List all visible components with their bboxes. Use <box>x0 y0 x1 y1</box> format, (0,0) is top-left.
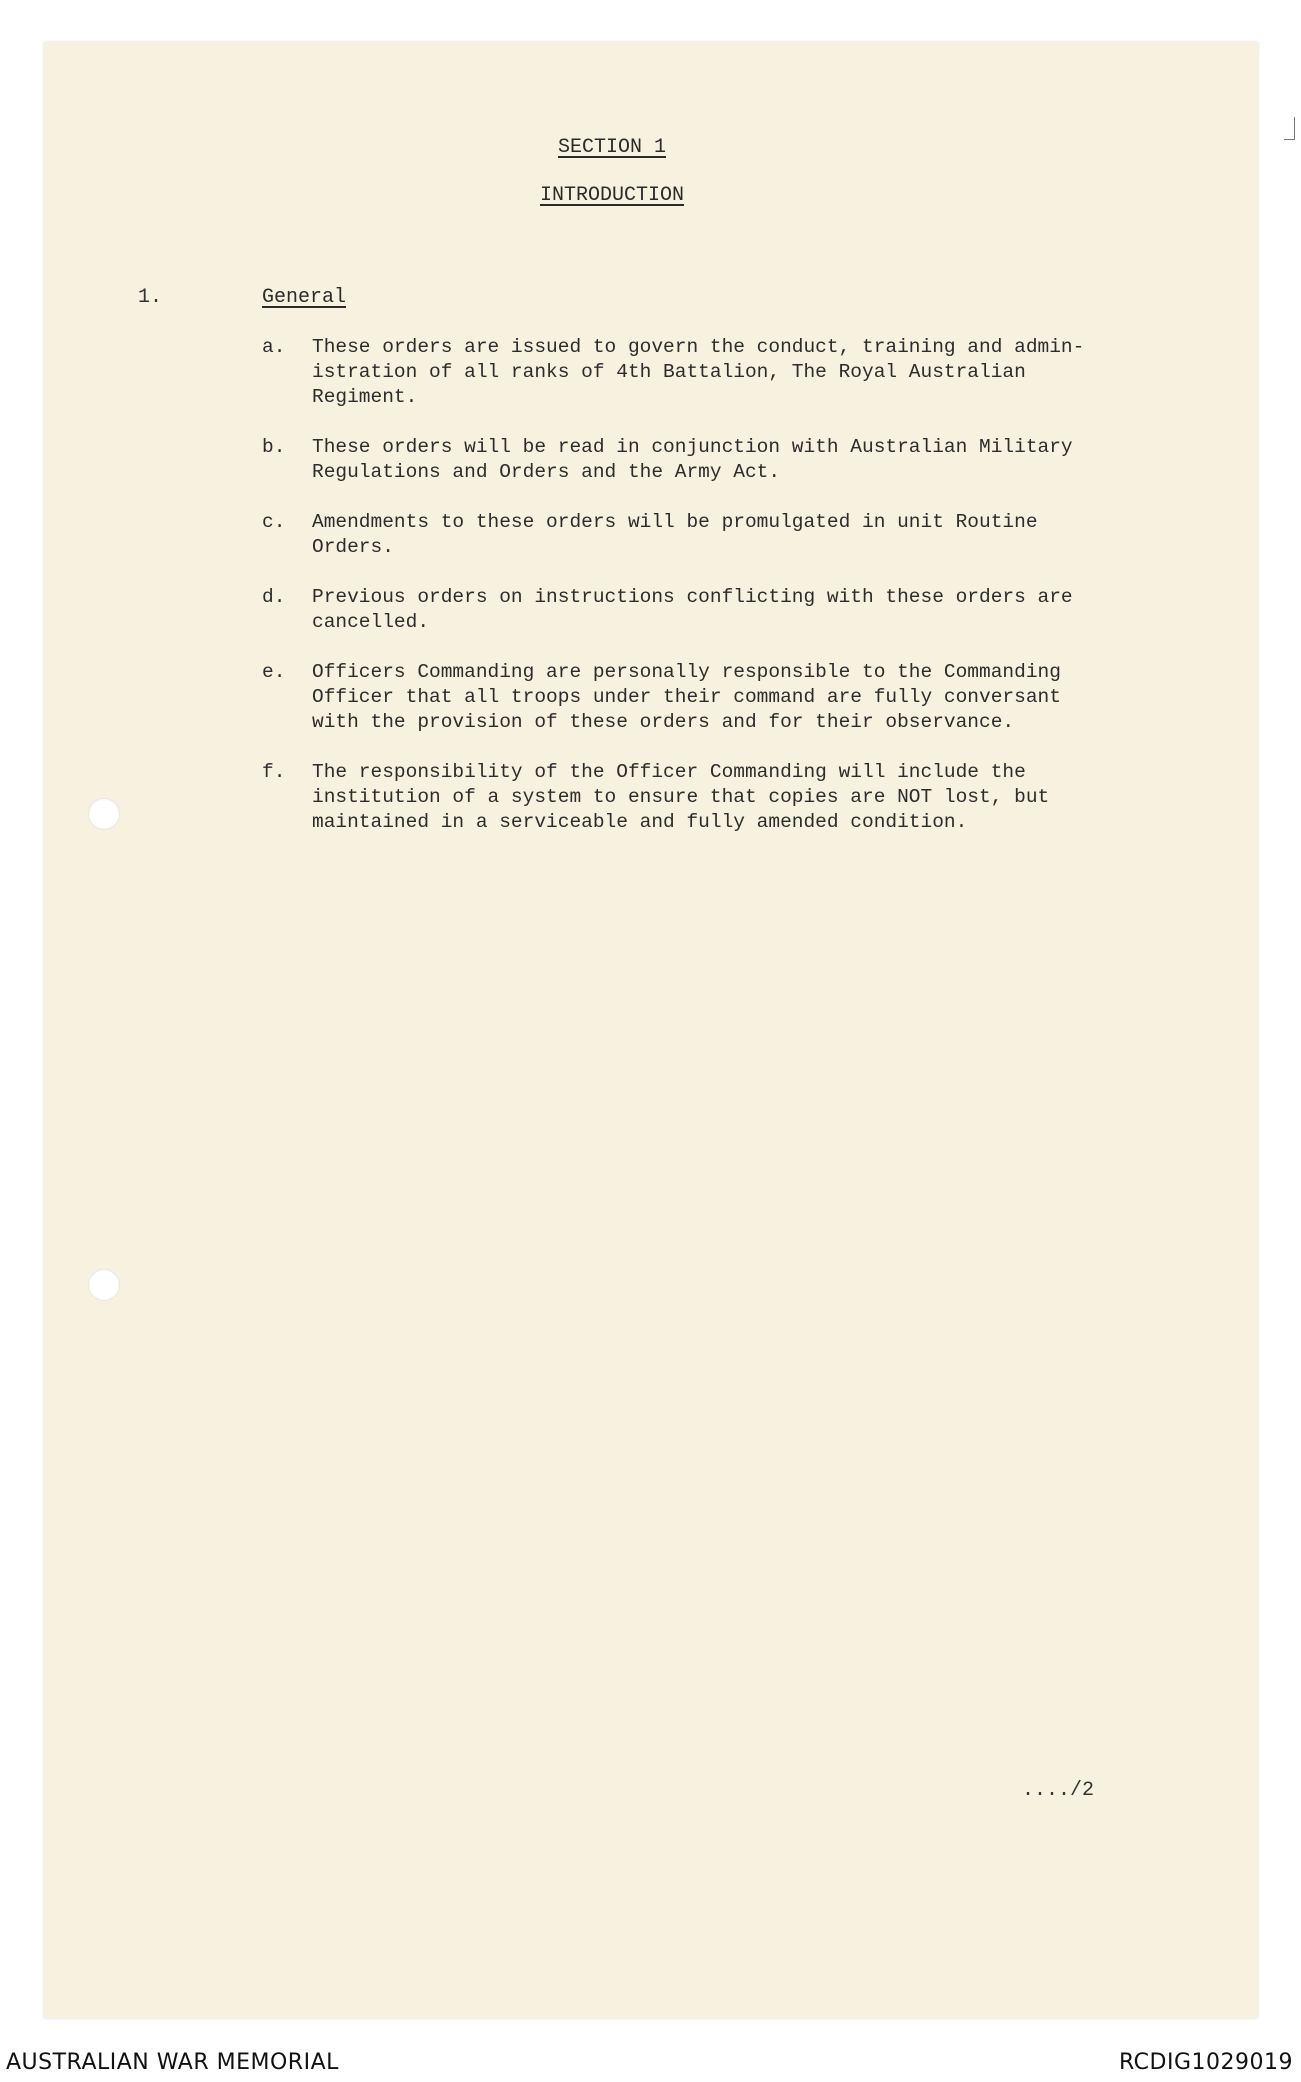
punch-hole-top <box>88 798 120 830</box>
item-letter: f. <box>262 761 286 783</box>
item-text: These orders will be read in conjunction with Australian Military Regulations and Orders and the Army Act. <box>312 436 1073 483</box>
list-item <box>262 435 1142 485</box>
paragraph-number: 1. <box>138 286 163 309</box>
page-continuation: ..../2 <box>1022 1779 1095 1802</box>
footer-organization: AUSTRALIAN WAR MEMORIAL <box>6 2050 339 2075</box>
item-letter: b. <box>262 436 286 458</box>
list-item <box>262 760 1142 835</box>
paragraph-heading: General <box>262 286 347 309</box>
item-letter: d. <box>262 586 286 608</box>
list-item <box>262 585 1142 635</box>
list-item <box>262 335 1142 410</box>
paragraph-items <box>262 335 1142 860</box>
list-item <box>262 660 1142 735</box>
list-item <box>262 510 1142 560</box>
item-text: Officers Commanding are personally responsible to the Commanding Officer that all troops under their command are fully conversant with the provision of these orders and for their observance. <box>312 661 1061 733</box>
item-text: The responsibility of the Officer Commanding will include the institution of a system to ensure that copies are NOT lost, but maintained in a serviceable and fully amended condition. <box>312 761 1050 833</box>
section-title: SECTION 1 <box>557 136 667 159</box>
item-text: Amendments to these orders will be promulgated in unit Routine Orders. <box>312 511 1038 558</box>
item-letter: a. <box>262 336 286 358</box>
item-letter: e. <box>262 661 286 683</box>
item-letter: c. <box>262 511 286 533</box>
punch-hole-bottom <box>88 1269 120 1301</box>
item-text: These orders are issued to govern the conduct, training and admin- istration of all ranks of 4th Battalion, The Royal Australian Regiment. <box>312 336 1085 408</box>
item-text: Previous orders on instructions conflicting with these orders are cancelled. <box>312 586 1073 633</box>
section-subtitle: INTRODUCTION <box>539 184 685 207</box>
page-edge-mark <box>1284 117 1295 140</box>
footer-record-id: RCDIG1029019 <box>1118 2050 1293 2075</box>
